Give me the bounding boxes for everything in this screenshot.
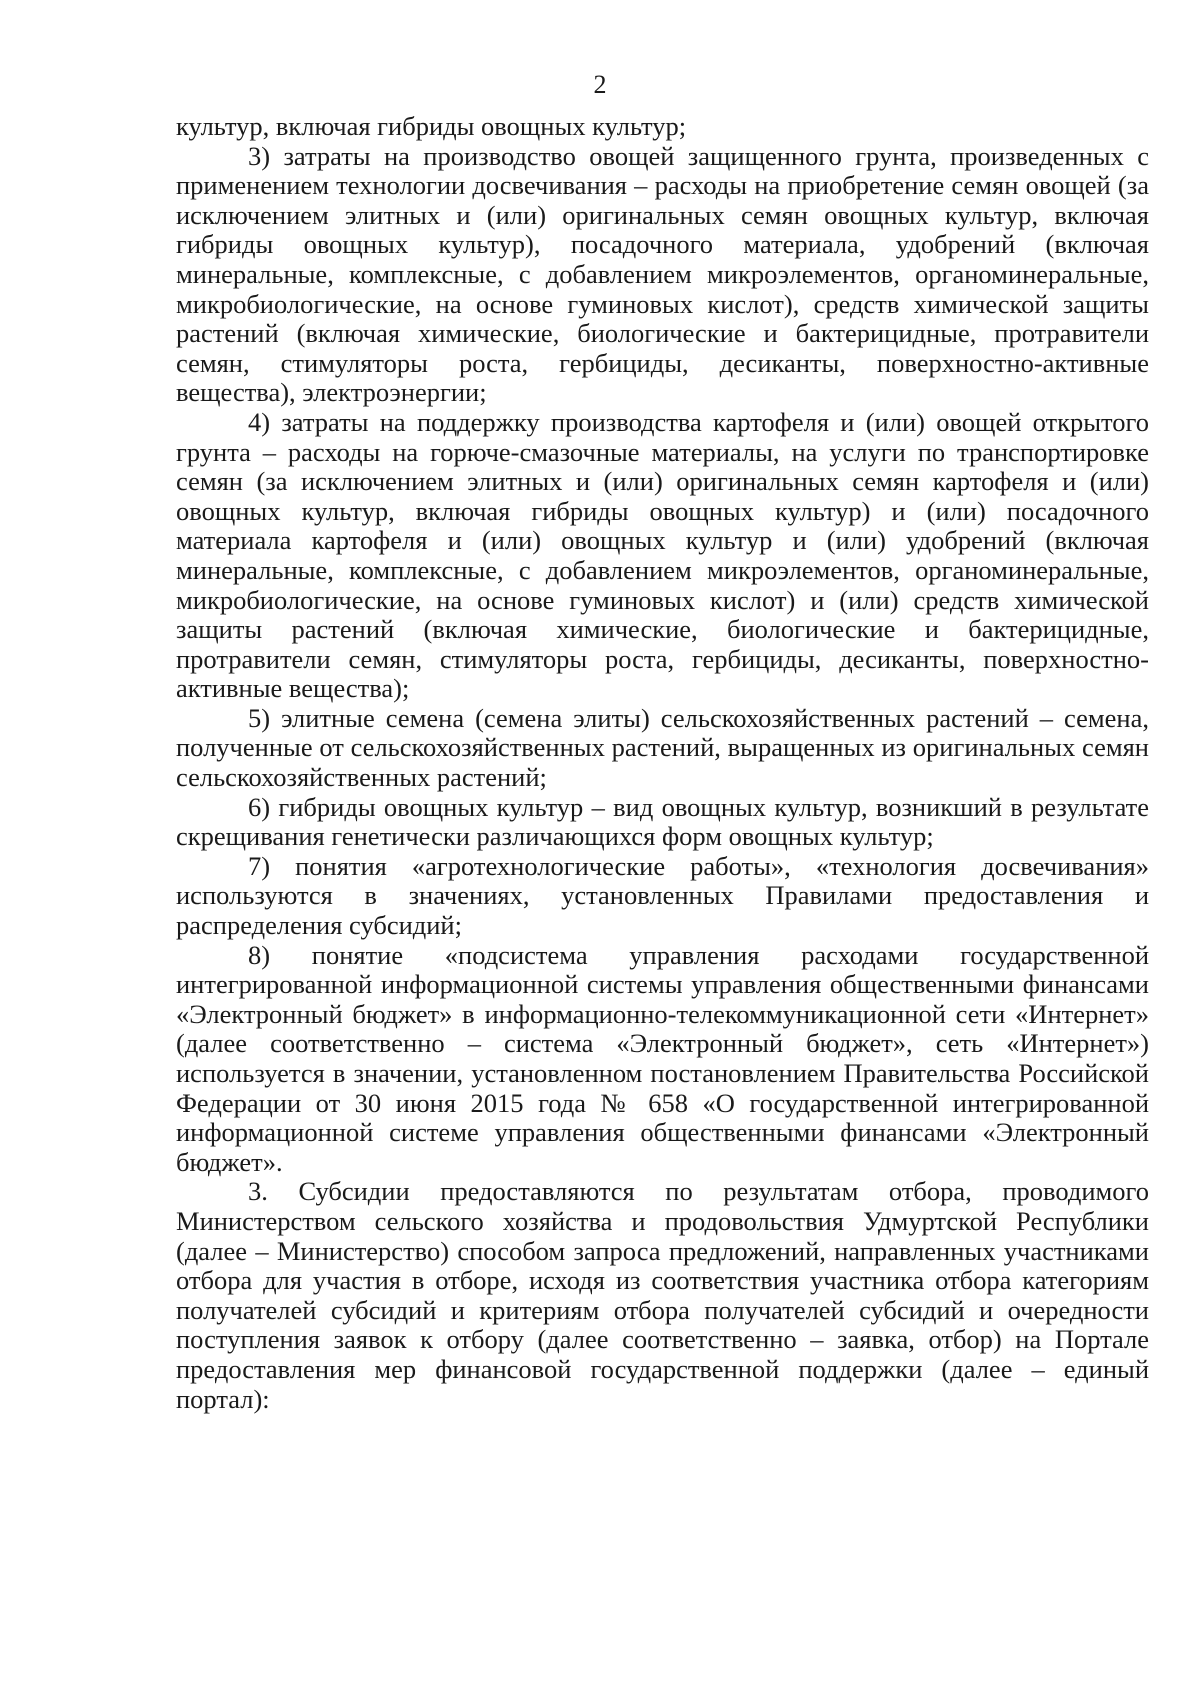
- page-number: 2: [593, 70, 607, 99]
- paragraph-item-6: 6) гибриды овощных культур – вид овощных культур, возникший в результате скрещивания генетически различающихся форм овощных культур;: [176, 791, 1149, 852]
- paragraph-item-3: 3) затраты на производство овощей защищенного грунта, произведенных с применением технологии досвечивания – расходы на приобретение семян овощей (за исключением элитных и (или) оригинальных семян овощных культур, включая гибриды овощных культур), посадочного материала, удобрений (включая минеральные, комплексные, с добавлением микроэлементов, органоминеральные, микробиологические, на основе гуминовых кислот), средств химической защиты растений (включая химические, биологические и бактерицидные, протравители семян, стимуляторы роста, гербициды, десиканты, поверхностно-активные вещества), электроэнергии;: [176, 140, 1149, 408]
- paragraph-item-4: 4) затраты на поддержку производства картофеля и (или) овощей открытого грунта – расходы на горюче-смазочные материалы, на услуги по транспортировке семян (за исключением элитных и (или) оригинальных семян картофеля и (или) овощных культур, включая гибриды овощных культур) и (или) посадочного материала картофеля и (или) овощных культур и (или) удобрений (включая минеральные, комплексные, с добавлением микроэлементов, органоминеральные, микробиологические, на основе гуминовых кислот) и (или) средств химической защиты растений (включая химические, биологические и бактерицидные, протравители семян, стимуляторы роста, гербициды, десиканты, поверхностно-активные вещества);: [176, 406, 1149, 704]
- paragraph-section-3: 3. Субсидии предоставляются по результатам отбора, проводимого Министерством сельского хозяйства и продовольствия Удмуртской Республики (далее – Министерство) способом запроса предложений, направленных участниками отбора для участия в отборе, исходя из соответствия участника отбора категориям получателей субсидий и критериям отбора получателей субсидий и очередности поступления заявок к отбору (далее соответственно – заявка, отбор) на Портале предоставления мер финансовой государственной поддержки (далее – единый портал):: [176, 1176, 1149, 1414]
- paragraph-item-7: 7) понятия «агротехнологические работы», «технология досвечивания» используются в значениях, установленных Правилами предоставления и распределения субсидий;: [176, 850, 1149, 941]
- paragraph-continuation: культур, включая гибриды овощных культур;: [176, 111, 687, 141]
- paragraph-item-5: 5) элитные семена (семена элиты) сельскохозяйственных растений – семена, полученные от сельскохозяйственных растений, выращенных из оригинальных семян сельскохозяйственных растений;: [176, 702, 1149, 793]
- paragraph-item-8: 8) понятие «подсистема управления расходами государственной интегрированной информационной системы управления общественными финансами «Электронный бюджет» в информационно-телекоммуникационной сети «Интернет» (далее соответственно – система «Электронный бюджет», сеть «Интернет») используется в значении, установленном постановлением Правительства Российской Федерации от 30 июня 2015 года № 658 «О государственной интегрированной информационной системе управления общественными финансами «Электронный бюджет».: [176, 939, 1149, 1177]
- document-body: [176, 112, 1149, 1414]
